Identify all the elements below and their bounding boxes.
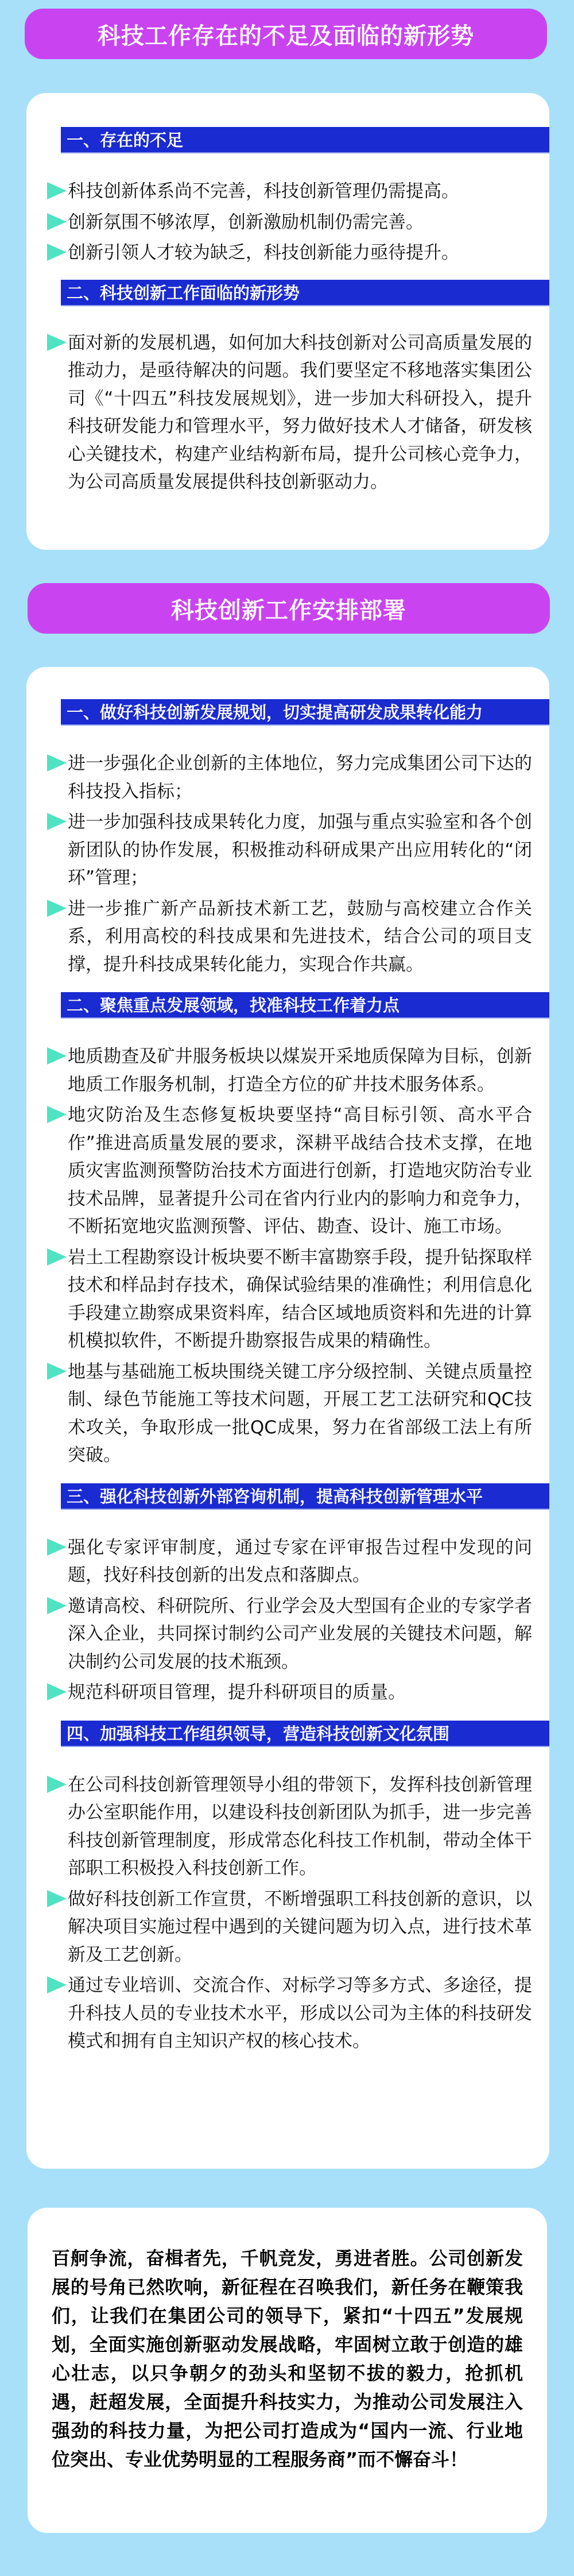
bullet-list: [44, 1043, 532, 1470]
triangle-bullet-icon: [47, 1976, 67, 1993]
triangle-bullet-icon: [47, 1597, 67, 1614]
subsection-heading: 一、存在的不足: [61, 127, 549, 153]
bullet-list: [44, 1534, 532, 1707]
subsection-heading: 三、强化科技创新外部咨询机制，提高科技创新管理水平: [61, 1483, 549, 1510]
list-item-text: 做好科技创新工作宣贯，不断增强职工科技创新的意识，以解决项目实施过程中遇到的关键问题为切入点，进行技术革新及工艺创新。: [68, 1888, 532, 1965]
list-item: [44, 1679, 532, 1707]
triangle-bullet-icon: [47, 244, 67, 261]
section-title: 科技工作存在的不足及面临的新形势: [98, 22, 474, 49]
list-item: [44, 1885, 532, 1969]
list-item-text: 在公司科技创新管理领导小组的带领下，发挥科技创新管理办公室职能作用，以建设科技创新团队为抓手，进一步完善科技创新管理制度，形成常态化科技工作机制，带动全体干部职工积极投入科技创新工作。: [68, 1774, 532, 1879]
bullet-list: [44, 1771, 532, 2056]
list-item-text: 创新引领人才较为缺乏，科技创新能力亟待提升。: [68, 242, 459, 263]
list-item: [44, 1043, 532, 1098]
list-item-text: 进一步推广新产品新技术新工艺，鼓励与高校建立合作关系，利用高校的科技成果和先进技术，结合公司的项目支撑，提升科技成果转化能力，实现合作共赢。: [68, 898, 532, 975]
triangle-bullet-icon: [47, 213, 67, 230]
triangle-bullet-icon: [47, 1106, 67, 1123]
list-item: [44, 329, 532, 496]
list-item: [44, 239, 532, 267]
subsection-heading: 一、做好科技创新发展规划，切实提高研发成果转化能力: [61, 699, 549, 726]
list-item-text: 地灾防治及生态修复板块要坚持“高目标引领、高水平合作”推进高质量发展的要求，深耕平战结合技术支撑，在地质灾害监测预警防治技术方面进行创新，打造地灾防治专业技术品牌，显著提升公司在省内行业内的影响力和竞争力，不断拓宽地灾监测预警、评估、勘查、设计、施工市场。: [68, 1105, 532, 1237]
list-item-text: 进一步加强科技成果转化力度，加强与重点实验室和各个创新团队的协作发展，积极推动科研成果产出应用转化的“闭环”管理；: [68, 812, 532, 888]
list-item-text: 通过专业培训、交流合作、对标学习等多方式、多途径，提升科技人员的专业技术水平，形成以公司为主体的科技研发模式和拥有自主知识产权的核心技术。: [68, 1975, 532, 2051]
bullet-list: [44, 178, 532, 267]
triangle-bullet-icon: [47, 1538, 67, 1556]
triangle-bullet-icon: [47, 334, 67, 351]
bullet-list: [44, 750, 532, 978]
subsection-heading: 四、加强科技工作组织领导，营造科技创新文化氛围: [61, 1721, 549, 1747]
triangle-bullet-icon: [47, 754, 67, 772]
list-item: [44, 1244, 532, 1355]
list-item: [44, 1534, 532, 1590]
list-item: [44, 1972, 532, 2056]
list-item-text: 进一步强化企业创新的主体地位，努力完成集团公司下达的科技投入指标；: [68, 753, 532, 802]
list-item: [44, 178, 532, 206]
triangle-bullet-icon: [47, 1776, 67, 1793]
section-title-banner: [28, 583, 550, 634]
triangle-bullet-icon: [47, 1248, 67, 1266]
list-item: [44, 895, 532, 979]
list-item: [44, 808, 532, 892]
list-item: [44, 750, 532, 805]
closing-card: [28, 2208, 547, 2533]
list-item: [44, 209, 532, 237]
list-item: [44, 1358, 532, 1470]
list-item-text: 面对新的发展机遇，如何加大科技创新对公司高质量发展的推动力，是亟待解决的问题。我们要坚定不移地落实集团公司《“十四五”科技发展规划》，进一步加大科研投入，提升科技研发能力和管理水平，努力做好技术人才储备，研发核心关键技术，构建产业结构新布局，提升公司核心竞争力，为公司高质量发展提供科技创新驱动力。: [68, 332, 532, 492]
content-card: [26, 667, 549, 2169]
list-item-text: 邀请高校、科研院所、行业学会及大型国有企业的专家学者深入企业，共同探讨制约公司产业发展的关键技术问题，解决制约公司发展的技术瓶颈。: [68, 1595, 532, 1672]
triangle-bullet-icon: [47, 1890, 67, 1907]
triangle-bullet-icon: [47, 1683, 67, 1700]
list-item: [44, 1592, 532, 1676]
subsection-heading: 二、科技创新工作面临的新形势: [61, 280, 549, 306]
subsection-heading: 二、聚焦重点发展领域，找准科技工作着力点: [61, 992, 549, 1019]
list-item-text: 地质勘查及矿井服务板块以煤炭开采地质保障为目标，创新地质工作服务机制，打造全方位的矿井技术服务体系。: [68, 1046, 532, 1095]
list-item-text: 岩土工程勘察设计板块要不断丰富勘察手段，提升钻探取样技术和样品封存技术，确保试验结果的准确性；利用信息化手段建立勘察成果资料库，结合区域地质资料和先进的计算机模拟软件，不断提升勘察报告成果的精确性。: [68, 1247, 532, 1351]
list-item: [44, 1771, 532, 1883]
triangle-bullet-icon: [47, 900, 67, 917]
section-title-banner: [25, 9, 547, 59]
list-item-text: 科技创新体系尚不完善，科技创新管理仍需提高。: [68, 181, 459, 202]
list-item-text: 强化专家评审制度，通过专家在评审报告过程中发现的问题，找好科技创新的出发点和落脚点。: [68, 1537, 532, 1586]
triangle-bullet-icon: [47, 182, 67, 199]
list-item-text: 地基与基础施工板块围绕关键工序分级控制、关键点质量控制、绿色节能施工等技术问题，开展工艺工法研究和QC技术攻关，争取形成一批QC成果，努力在省部级工法上有所突破。: [68, 1361, 532, 1466]
triangle-bullet-icon: [47, 1047, 67, 1065]
content-card: [26, 93, 549, 550]
list-item: [44, 1101, 532, 1241]
triangle-bullet-icon: [47, 813, 67, 830]
closing-paragraph: 百舸争流，奋楫者先，千帆竞发，勇进者胜。公司创新发展的号角已然吹响，新征程在召唤我们，新任务在鞭策我们，让我们在集团公司的领导下，紧扣“十四五”发展规划，全面实施创新驱动发展战略，牢固树立敢于创造的雄心壮志，以只争朝夕的劲头和坚韧不拔的毅力，抢抓机遇，赶超发展，全面提升科技实力，为推动公司发展注入强劲的科技力量，为把公司打造成为“国内一流、行业地位突出、专业优势明显的工程服务商”而不懈奋斗！: [52, 2247, 523, 2470]
list-item-text: 规范科研项目管理，提升科研项目的质量。: [68, 1682, 406, 1703]
list-item-text: 创新氛围不够浓厚，创新激励机制仍需完善。: [68, 211, 424, 233]
bullet-list: [44, 329, 532, 496]
triangle-bullet-icon: [47, 1363, 67, 1380]
section-title: 科技创新工作安排部署: [171, 597, 406, 624]
